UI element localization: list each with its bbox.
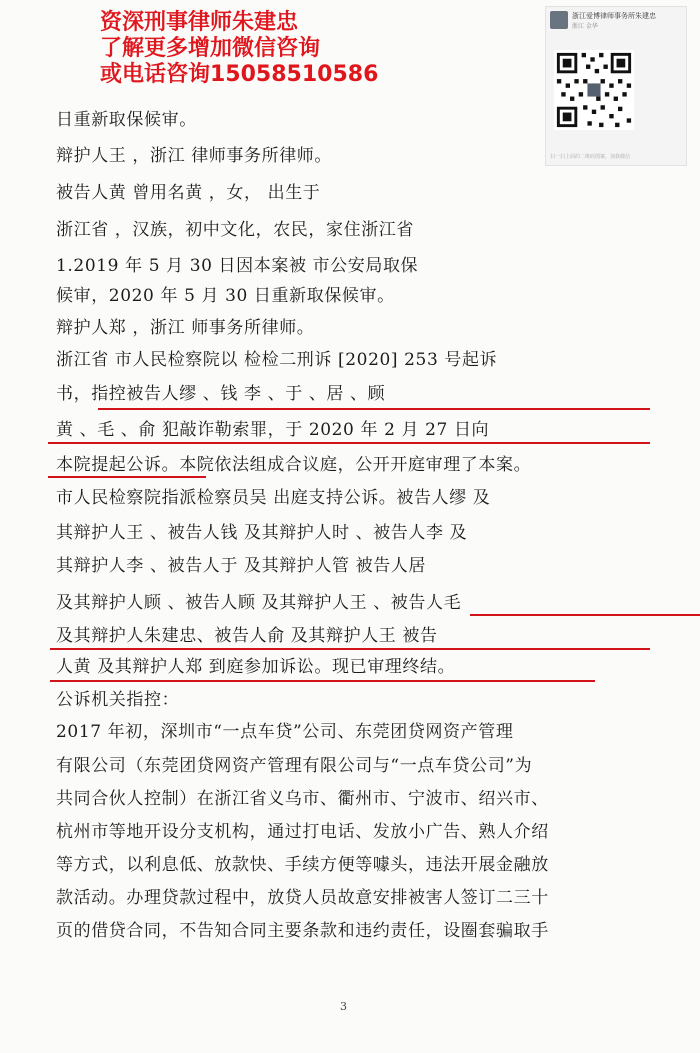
body-line: 本院提起公诉。本院依法组成合议庭，公开开庭审理了本案。 (56, 455, 532, 475)
red-underline (48, 442, 650, 444)
body-line: 页的借贷合同，不告知合同主要条款和违约责任，设圈套骗取手 (56, 921, 549, 941)
body-line: 杭州市等地开设分支机构，通过打电话、发放小广告、熟人介绍 (56, 822, 549, 842)
promo-line-1: 资深刑事律师朱建忠 (100, 10, 299, 35)
promo-line-3: 或电话咨询15058510586 (100, 62, 379, 87)
body-line: 市人民检察院指派检察员吴 出庭支持公诉。被告人缪 及 (56, 488, 491, 508)
body-line: 及其辩护人朱建忠、被告人俞 及其辩护人王 被告 (56, 626, 438, 646)
qr-card-caption: 扫一扫上面的二维码图案，加我微信 (550, 154, 631, 160)
page-number: 3 (340, 1000, 347, 1013)
red-underline (470, 614, 700, 616)
body-line: 人黄 及其辩护人郑 到庭参加诉讼。现已审理终结。 (56, 657, 456, 677)
body-line: 其辩护人李 、被告人于 及其辩护人管 被告人居 (56, 556, 427, 576)
red-underline (98, 408, 650, 410)
body-line: 1.2019 年 5 月 30 日因本案被 市公安局取保 (56, 256, 419, 276)
body-line: 辩护人郑 ，浙江 师事务所律师。 (56, 318, 315, 338)
body-line: 等方式，以利息低、放款快、手续方便等噱头，违法开展金融放 (56, 855, 549, 875)
body-line: 及其辩护人顾 、被告人顾 及其辩护人王 、被告人毛 (56, 593, 462, 613)
promo-line-2: 了解更多增加微信咨询 (100, 36, 321, 61)
body-line: 被告人黄 曾用名黄 ，女， 出生于 (56, 183, 321, 203)
red-underline (48, 476, 206, 478)
body-line: 其辩护人王 、被告人钱 及其辩护人时 、被告人李 及 (56, 523, 468, 543)
wechat-qr-card[interactable] (545, 6, 687, 166)
avatar (550, 11, 568, 29)
body-line: 有限公司（东莞团贷网资产管理有限公司与“一点车贷公司”为 (56, 756, 533, 776)
body-line: 浙江省 市人民检察院以 检检二刑诉 [2020] 253 号起诉 (56, 350, 498, 370)
qr-code-icon[interactable] (554, 35, 634, 145)
body-line: 公诉机关指控： (56, 690, 180, 710)
promo-banner (100, 10, 378, 88)
body-line: 辩护人王 ，浙江 律师事务所律师。 (56, 146, 333, 166)
body-line: 款活动。办理贷款过程中，放贷人员故意安排被害人签订二三十 (56, 888, 549, 908)
red-underline (50, 648, 650, 650)
qr-card-name: 浙江爱博律师事务所朱建忠 (572, 12, 656, 20)
body-line: 日重新取保候审。 (56, 110, 197, 130)
body-line: 候审，2020 年 5 月 30 日重新取保候审。 (56, 286, 395, 306)
red-underline (50, 680, 595, 682)
body-line: 浙江省 ，汉族，初中文化，农民，家住浙江省 (56, 220, 415, 240)
body-line: 2017 年初，深圳市“一点车贷”公司、东莞团贷网资产管理 (56, 722, 514, 742)
body-line: 黄 、毛 、俞 犯敲诈勒索罪，于 2020 年 2 月 27 日向 (56, 420, 490, 440)
body-line: 书，指控被告人缪 、钱 李 、于 、居 、顾 (56, 384, 386, 404)
qr-card-region: 浙江 金华 (572, 23, 598, 30)
body-line: 共同合伙人控制）在浙江省义乌市、衢州市、宁波市、绍兴市、 (56, 789, 549, 809)
